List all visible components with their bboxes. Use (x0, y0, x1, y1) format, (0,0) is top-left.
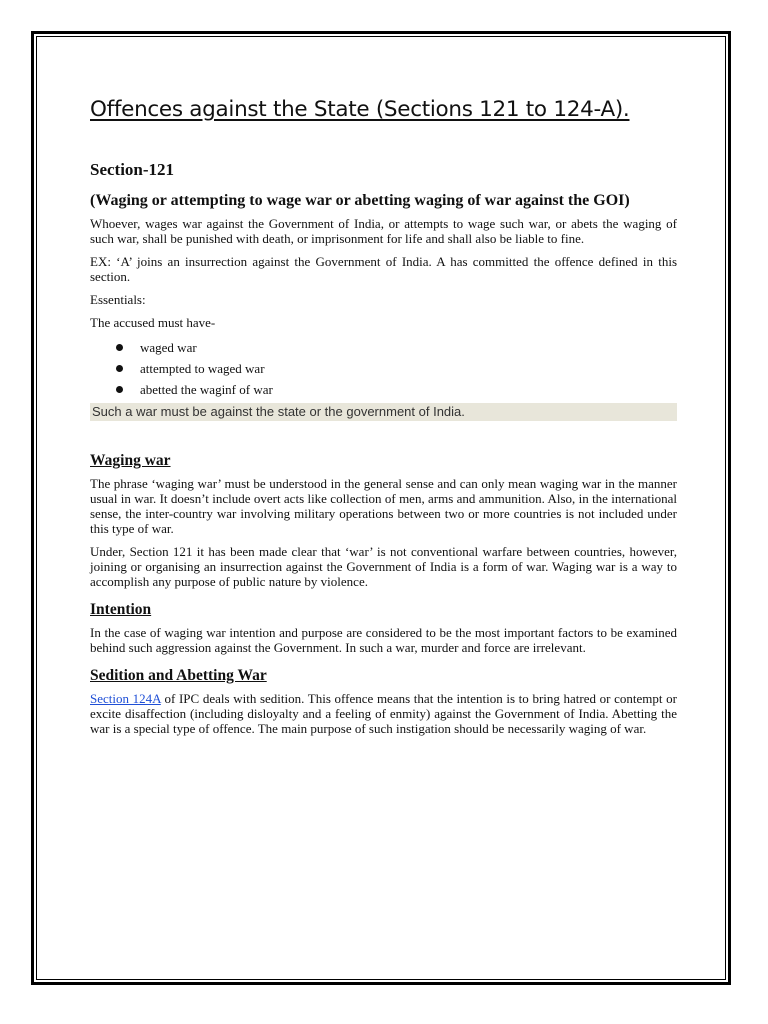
essentials-list (90, 340, 677, 397)
section-124a-link[interactable]: Section 124A (90, 691, 161, 706)
sedition-heading: Sedition and Abetting War (90, 667, 267, 684)
essentials-label: Essentials: (90, 292, 146, 307)
document-body (90, 94, 677, 736)
highlighted-note: Such a war must be against the state or the government of India. (90, 403, 677, 421)
accused-label: The accused must have- (90, 315, 216, 330)
waging-war-paragraph-2: Under, Section 121 it has been made clear that ‘war’ is not conventional warfare between countries, however, joining or organising an insurrection against the Government of India is a form of war. Waging war is a way to accomplish any purpose of public nature by violence. (90, 544, 677, 589)
list-item: abetted the waginf of war (140, 382, 677, 397)
list-item: attempted to waged war (140, 361, 677, 376)
document-title: Offences against the State (Sections 121 to 124-A). (90, 97, 630, 122)
section-121-subheading: (Waging or attempting to wage war or abetting waging of war against the GOI) (90, 192, 630, 209)
intention-heading: Intention (90, 601, 152, 618)
waging-war-heading: Waging war (90, 452, 171, 469)
list-item: waged war (140, 340, 677, 355)
waging-war-paragraph-1: The phrase ‘waging war’ must be understood in the general sense and can only mean waging war in the manner usual in war. It doesn’t include overt acts like collection of men, arms and ammunition. Also, in the international sense, the inter-country war involving military operations between two or more countries is not included under this type of war. (90, 476, 677, 536)
section-121-heading: Section-121 (90, 160, 175, 179)
intention-paragraph: In the case of waging war intention and purpose are considered to be the most important factors to be examined behind such aggression against the Government. In such a war, murder and force are irrelevant. (90, 625, 677, 655)
section-121-paragraph: Whoever, wages war against the Government of India, or attempts to wage such war, or abets the waging of such war, shall be punished with death, or imprisonment for life and shall also be liable to fine. (90, 216, 677, 246)
sedition-paragraph-text: of IPC deals with sedition. This offence means that the intention is to bring hatred or contempt or excite disaffection (including disloyalty and a feeling of enmity) against the Government of India. Abetting the war is a special type of offence. The main purpose of such instigation should be necessarily waging of war. (90, 691, 678, 736)
sedition-paragraph (90, 691, 677, 736)
example-paragraph: EX: ‘A’ joins an insurrection against the Government of India. A has committed the offence defined in this section. (90, 254, 677, 284)
